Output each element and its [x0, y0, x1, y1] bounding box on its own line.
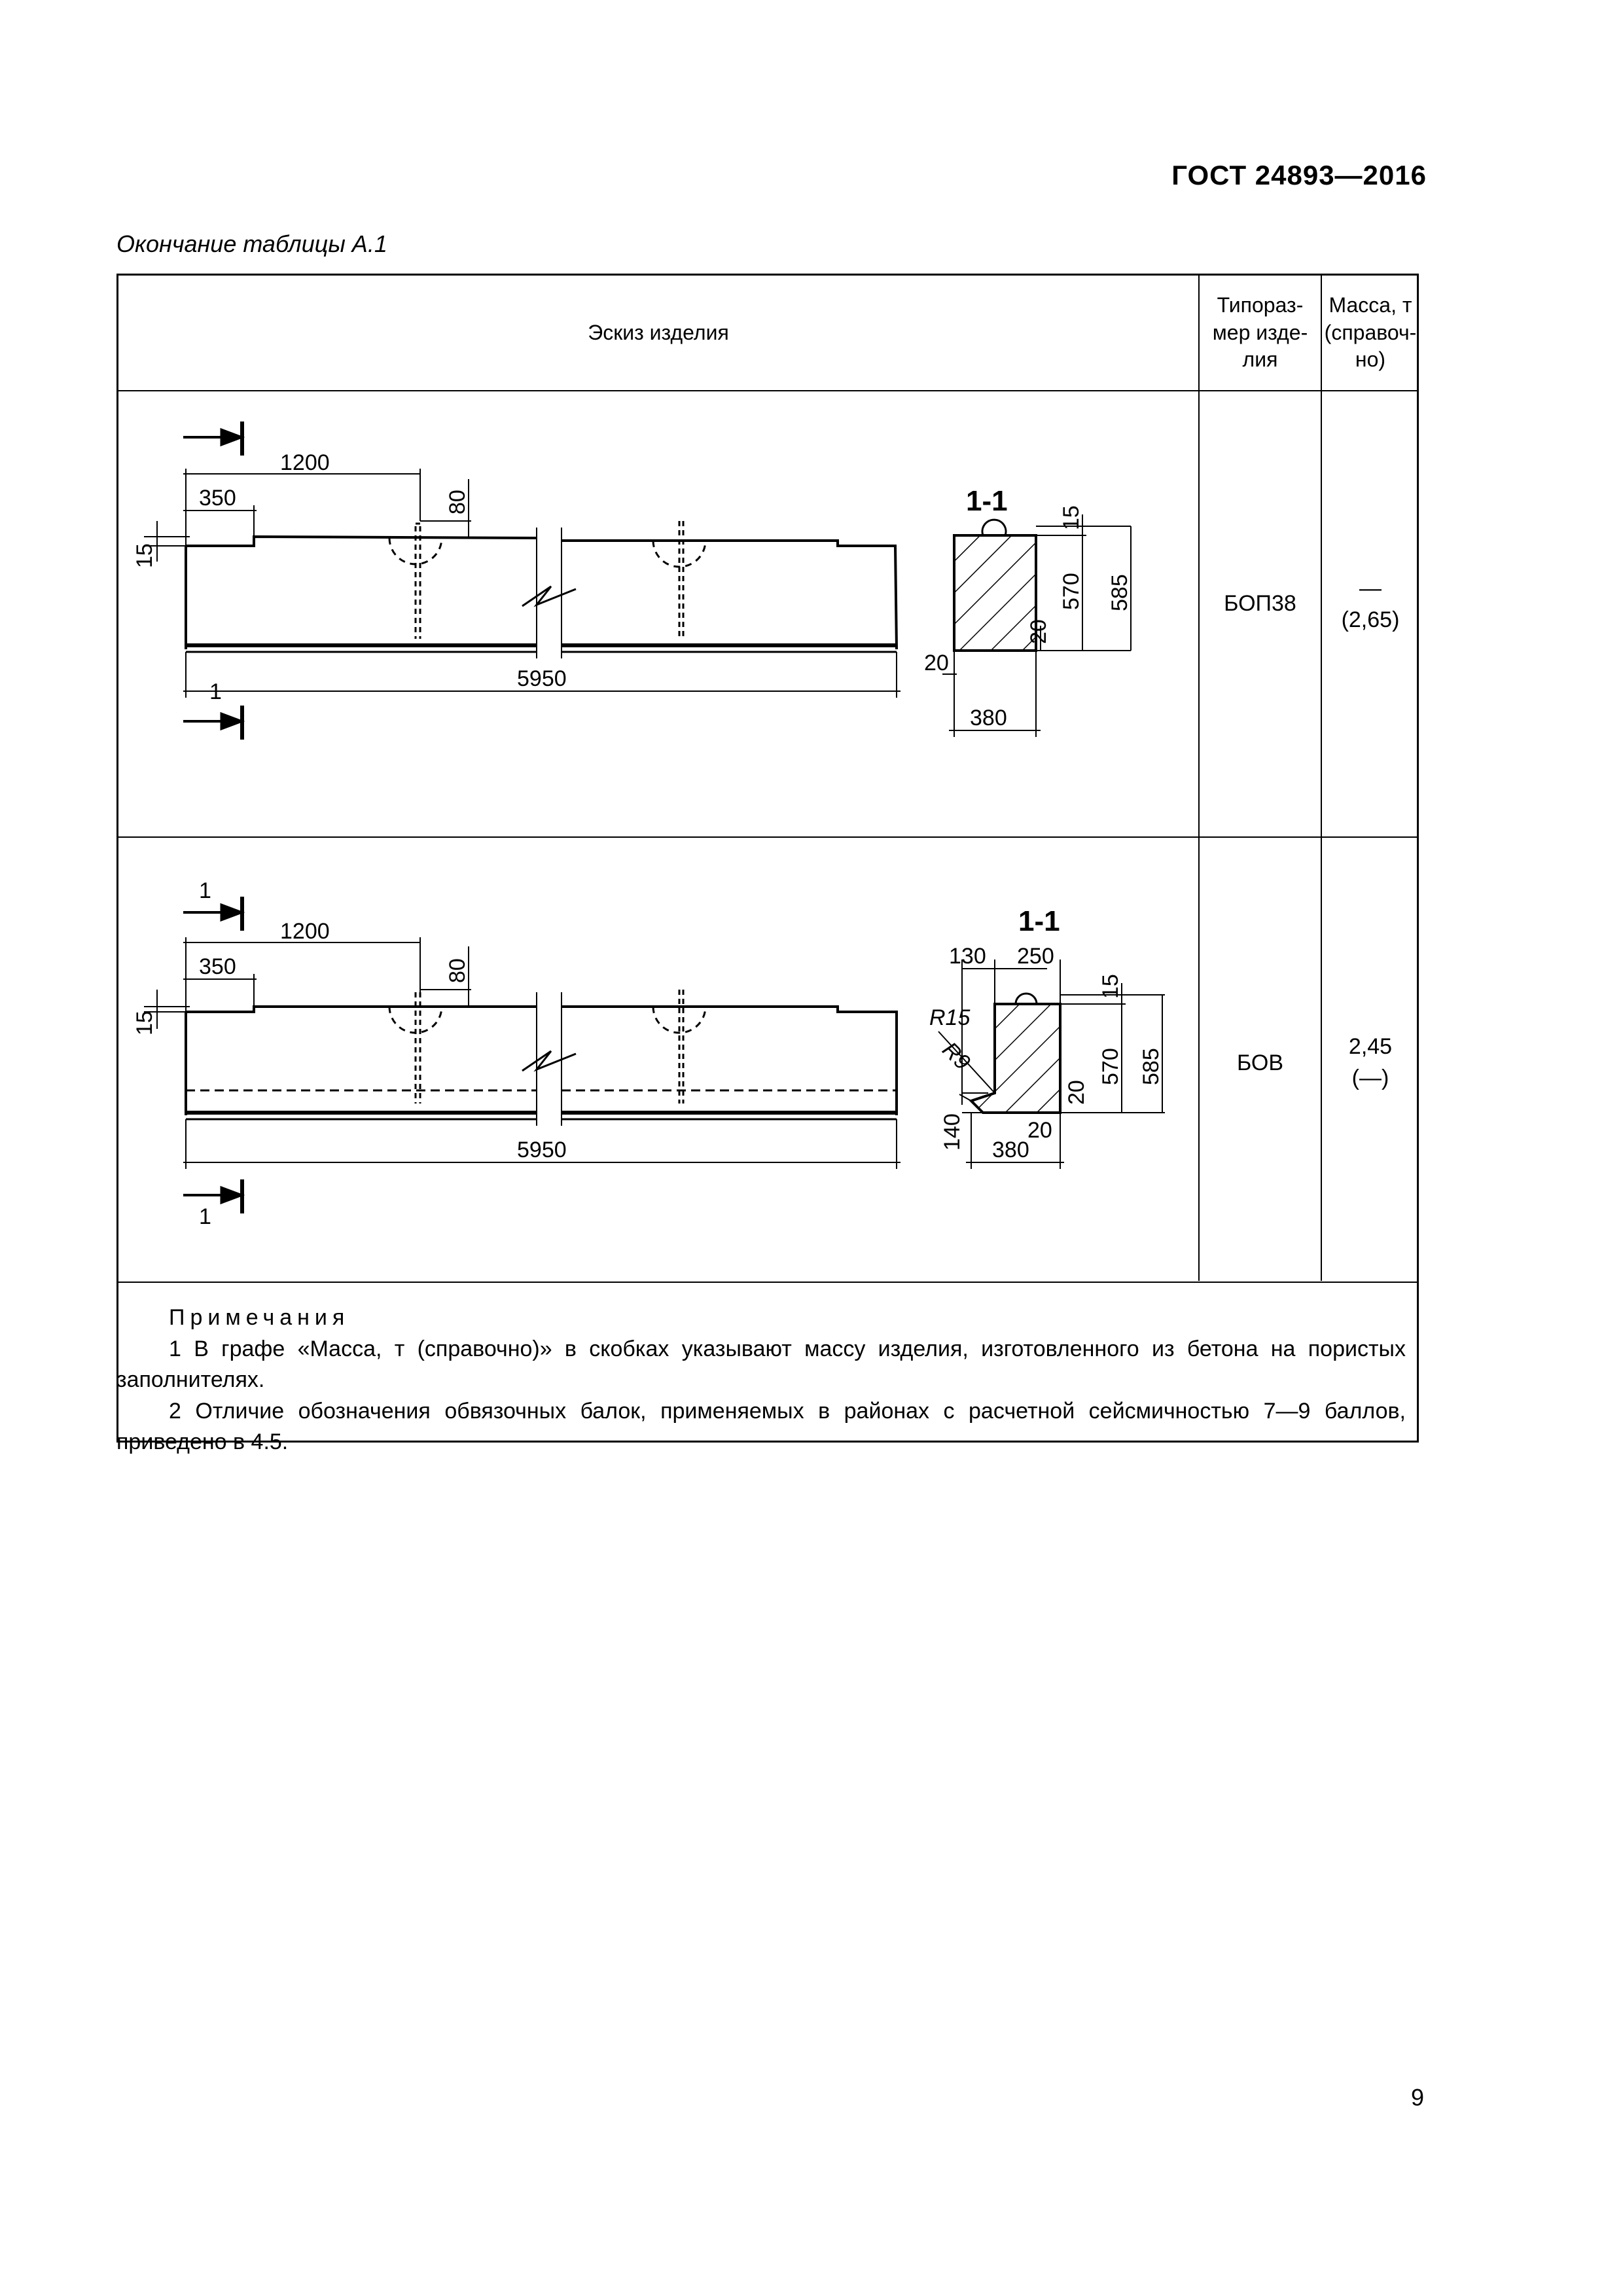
notes-title: Примечания: [169, 1305, 350, 1330]
row1-type: БОП38: [1224, 591, 1296, 616]
sec-dim-15: 15: [1059, 505, 1084, 530]
dim-80: 80: [445, 490, 470, 514]
sec-radius-9: R9: [937, 1037, 975, 1075]
sec-dim-20-right: 20: [1026, 619, 1051, 644]
drawing-bov: [118, 835, 1191, 1275]
sec-dim-20-left: 20: [924, 651, 949, 675]
row2-type: БОВ: [1236, 1050, 1284, 1075]
dim-350: 350: [199, 954, 236, 979]
section-mark-top: 1: [199, 878, 211, 903]
drawing-bop38: [118, 390, 1191, 830]
dim-15: 15: [132, 543, 157, 568]
sec-dim-20-horizontal: 20: [1027, 1118, 1052, 1143]
sec-radius-15: R15: [929, 1005, 971, 1030]
row-rule: [118, 1282, 1417, 1283]
dim-5950: 5950: [517, 1138, 567, 1162]
column-rule: [1321, 276, 1322, 1281]
dim-1200: 1200: [280, 450, 330, 475]
section-label: 1-1: [1018, 905, 1060, 937]
header-mass: Масса, т (справоч- но): [1324, 293, 1417, 372]
notes: [116, 1302, 1419, 1458]
dim-80: 80: [445, 958, 470, 983]
sec-dim-250: 250: [1017, 944, 1054, 969]
note-item: 2 Отличие обозначения обвязочных балок, применяемых в районах с расчетной сейсмичностью 7—9 баллов, приведено в 4.5.: [116, 1398, 1406, 1455]
header-sketch: Эскиз изделия: [588, 320, 729, 344]
sec-dim-570: 570: [1098, 1048, 1123, 1085]
sec-dim-20-vertical: 20: [1064, 1080, 1089, 1105]
table-caption: Окончание таблицы А.1: [116, 230, 387, 257]
page-number: 9: [1411, 2084, 1425, 2111]
dim-350: 350: [199, 486, 236, 511]
sec-dim-585: 585: [1107, 574, 1132, 611]
row1-mass: — (2,65): [1341, 576, 1400, 632]
note-item: 1 В графе «Масса, т (справочно)» в скобках указывают массу изделия, изготовленного из бетона на пористых заполнителях.: [116, 1336, 1406, 1393]
sec-dim-130: 130: [949, 944, 986, 969]
sec-dim-570: 570: [1059, 573, 1084, 610]
section-mark-bottom: 1: [209, 679, 222, 704]
dim-1200: 1200: [280, 919, 330, 944]
section-label: 1-1: [966, 485, 1008, 517]
column-rule: [1198, 276, 1200, 1281]
section-mark-bottom: 1: [199, 1204, 211, 1229]
sec-dim-585: 585: [1139, 1048, 1164, 1085]
header-type: Типораз- мер изде- лия: [1212, 293, 1308, 372]
sec-dim-15: 15: [1098, 974, 1123, 999]
dim-5950: 5950: [517, 666, 567, 691]
sec-dim-140: 140: [940, 1113, 965, 1151]
sec-dim-380: 380: [992, 1138, 1029, 1162]
standard-designation: ГОСТ 24893—2016: [1171, 160, 1427, 190]
dim-15: 15: [132, 1011, 157, 1035]
row2-mass: 2,45 (—): [1348, 1034, 1393, 1090]
sec-dim-380: 380: [970, 706, 1007, 730]
